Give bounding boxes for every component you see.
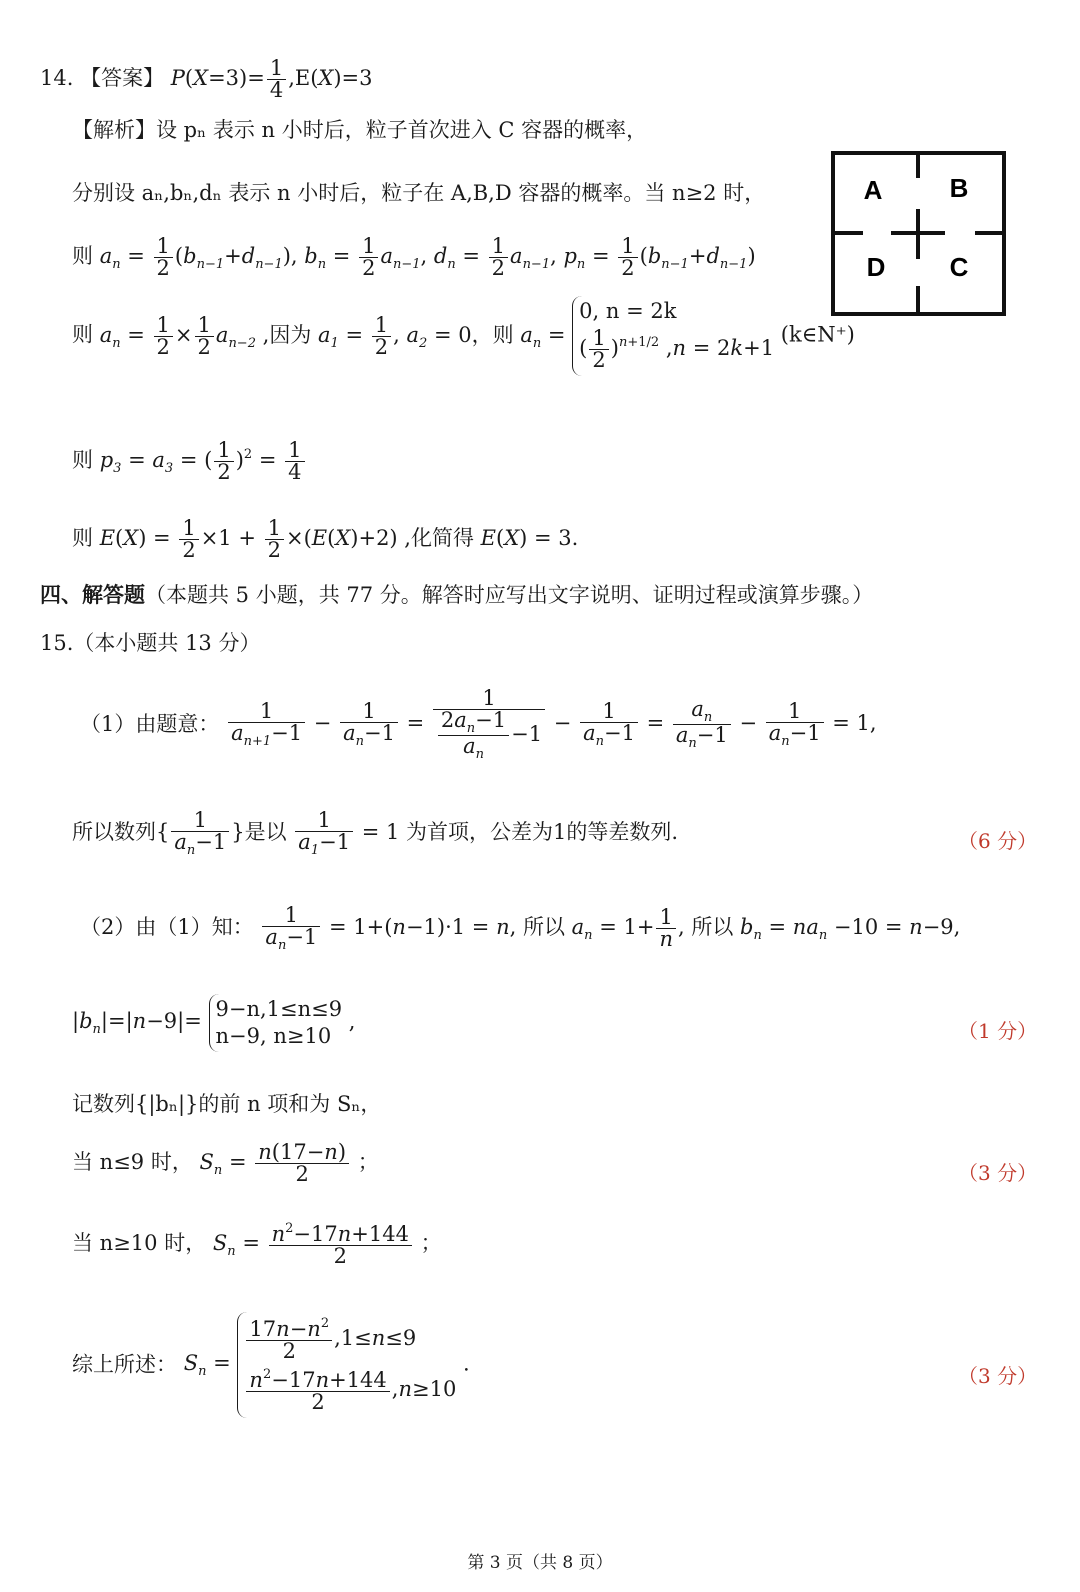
part1-label: （1）由题意： (80, 712, 220, 736)
part1-formula: $\frac{1}{a_{n+1}-1}$ − $\frac{1}{a_n-1}$ = 1 $\frac{2a_n-1}{a_n}$ −1 − $\frac{1}{a_n-1}$ = $\frac{a_n}{a_n-1}$ − $\frac{1}{a_n-1}$ = 1, (226, 711, 877, 735)
p3-formula: $p_3 = a_3$ = ( $\frac{1}{2}$ )$^2$ = $\frac{1}{4}$ (100, 448, 307, 472)
conclusion-text: 所以数列{ $\frac{1}{a_n-1}$ }是以 $\frac{1}{a_1-1}$ = 1 为首项，公差为1的等差数列. (72, 808, 679, 858)
question-number: 14. (40, 66, 74, 90)
section-description: （本题共 5 小题，共 77 分。解答时应写出文字说明、证明过程或演算步骤。） (145, 583, 874, 607)
then-label: 则 (72, 322, 93, 347)
summary-label: 综上所述： (72, 1352, 177, 1377)
analysis-text: 设 pₙ 表示 n 小时后，粒子首次进入 C 容器的概率， (156, 118, 648, 142)
q14-expectation-line (72, 518, 578, 561)
recurrence-formula: $a_n$ = $\frac{1}{2}$ $(b_{n-1}+d_{n-1})$, $b_n$ = $\frac{1}{2}$ $a_{n-1}$, $d_n$ = $\frac{1}{2}$ $a_{n-1}$, $p_n$ = $\frac{1}{2}$ $(b_{n-1}+d_{n-1})$ (99, 234, 756, 280)
answer-formula: P(X=3)= $\frac{1}{4}$ ,E(X)=3 (170, 56, 373, 102)
summary-piecewise (237, 1312, 456, 1418)
part2-formula: $\frac{1}{a_n-1}$ = 1+(n−1)·1 = n, 所以 $a_n = 1+$ $\frac{1}{n}$ , 所以 $b_n = na_n -10 = n-9$, (260, 915, 960, 939)
then-label: 则 (72, 244, 93, 268)
expectation-formula: E(X) = $\frac{1}{2}$ ×1 + $\frac{1}{2}$ ×(E(X)+2) ,化简得 E(X) = 3. (99, 516, 579, 562)
container-diagram (831, 151, 1006, 316)
q15-part1-conclusion (72, 810, 678, 857)
section-heading (40, 585, 873, 606)
an-formula: $a_n$ = $\frac{1}{2}$ × $\frac{1}{2}$ $a_{n-2}$ ,因为 $a_1$ = $\frac{1}{2}$ , $a_2 = 0$，则 $a_n$ = (99, 312, 573, 359)
analysis-label: 【解析】 (72, 118, 156, 142)
q15-header: 15.（本小题共 13 分） (40, 631, 261, 655)
label-a: A (863, 175, 883, 205)
q15-part1 (80, 688, 877, 761)
abs-formula: $|b_n|=|n-9|=$ (72, 1008, 202, 1037)
piecewise-case: $\frac{n^2-17n+144}{2}$ ,n≥10 (244, 1365, 456, 1416)
q15-summary: 综上所述： $S_n$ = $\frac{17n-n^2}{2}$ ,1≤n≤9 $\frac{n^2-17n+144}{2}$ ,n≥10 . (72, 1312, 470, 1418)
q14-analysis-line2: 分别设 aₙ,bₙ,dₙ 表示 n 小时后，粒子在 A,B,D 容器的概率。当 n≥2 时， (72, 181, 766, 205)
score-6: （6 分） (958, 829, 1038, 853)
piecewise-case: $\frac{17n-n^2}{2}$ ,1≤n≤9 (244, 1314, 456, 1365)
q15-case-b (72, 1222, 442, 1267)
then-label: 则 (72, 448, 93, 472)
summary-sn: $S_n$ = (183, 1350, 231, 1379)
score-1: （1 分） (958, 1019, 1038, 1043)
k-condition: (k∈N⁺) (780, 322, 855, 347)
q14-recurrence-line (72, 236, 756, 279)
answer-label: 【答案】 (80, 66, 165, 90)
q14-p3-line (72, 440, 307, 483)
label-c: C (949, 252, 969, 282)
q15-part2 (80, 905, 960, 952)
q14-an-line (72, 296, 855, 376)
piecewise-case: ( $\frac{1}{2}$ )$^{n+1/2}$ ,n = 2k+1 (579, 326, 775, 372)
part2-label: （2）由（1）知： (80, 915, 254, 939)
case-b-label: 当 n≥10 时， (72, 1231, 207, 1255)
piecewise-case: 9−n,1≤n≤9 (215, 997, 343, 1021)
then-label: 则 (72, 526, 93, 550)
q15-abs-line: $|b_n|=|n-9|=$ 9−n,1≤n≤9 n−9, n≥10 , (72, 994, 355, 1052)
case-b-formula: $S_n$ = $\frac{n^2-17n+144}{2}$ ； (212, 1221, 442, 1268)
q14-answer-line (40, 58, 373, 101)
q15-sum-def: 记数列{|bₙ|}的前 n 项和为 Sₙ， (72, 1092, 382, 1116)
label-b: B (949, 173, 969, 203)
piecewise-case: 0, n = 2k (579, 299, 677, 323)
q14-analysis-line1 (72, 120, 647, 141)
case-a-formula: $S_n$ = $\frac{n(17-n)}{2}$ ； (199, 1140, 379, 1186)
page-footer: 第 3 页（共 8 页） (467, 1553, 613, 1573)
score-3a: （3 分） (958, 1161, 1038, 1185)
q15-case-a (72, 1142, 379, 1185)
score-3b: （3 分） (958, 1364, 1038, 1388)
piecewise-case: n−9, n≥10 (215, 1024, 332, 1048)
case-a-label: 当 n≤9 时， (72, 1150, 193, 1174)
abs-piecewise (209, 994, 343, 1052)
section-title: 四、解答题 (40, 583, 145, 607)
an-piecewise (572, 296, 774, 376)
label-d: D (866, 252, 886, 282)
